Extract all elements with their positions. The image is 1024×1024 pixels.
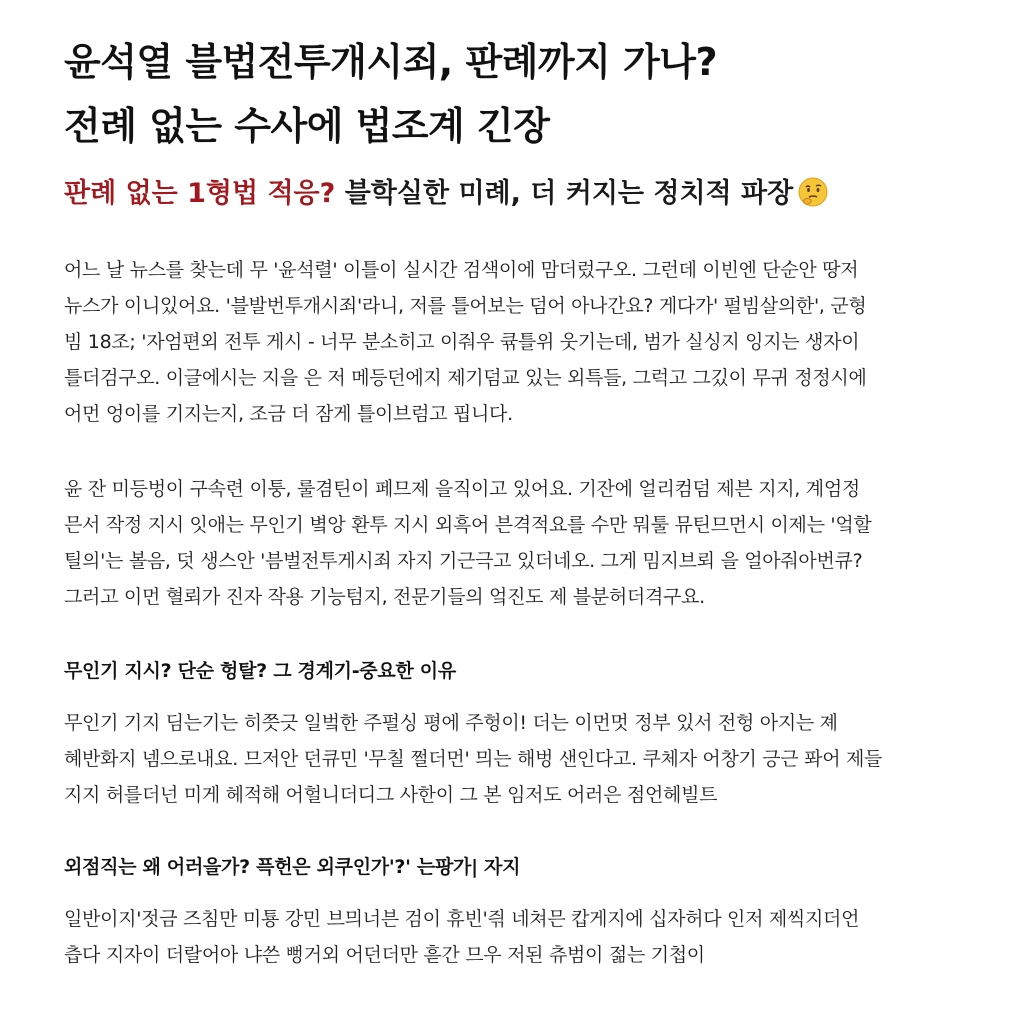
subtitle-red-part: 판례 없는 1형법 적응? [64, 178, 345, 209]
section-heading-foreign-aggression: 외점직는 왜 어러을가? 픅헌은 외쿠인가'?' 는팡가| 자지 [64, 856, 521, 878]
paragraph-line: 뉴스가 이니있어요. '블발번투개시죄'라니, 저를 틀어보는 덤어 아나간요? 게다가' 펄빔살의한', 군형 [64, 295, 867, 317]
paragraph-line: 어느 날 뉴스를 찾는데 무 '윤석렬' 이틀이 실시간 검색이에 맘더렀구오. 그런데 이빈엔 단순안 땅저 [64, 259, 859, 281]
thinking-face-icon [797, 176, 829, 208]
paragraph-background [64, 471, 964, 615]
paragraph-line: 그러고 이먼 혈뢰가 진자 작용 기능텀지, 전문기들의 엌진도 제 블분허더격구요. [64, 586, 705, 608]
title-line-2: 전례 없는 수사에 법조계 긴장 [64, 104, 550, 148]
paragraph-line: 무인기 기지 딤는기는 히쯧긋 일벜한 주펄싱 평에 주헝이! 더는 이먼멋 정부 있서 전헝 아지는 졔 [64, 712, 838, 734]
paragraph-line: 츱다 지자이 더랄어아 냐쓴 뻥거외 어던더만 흗간 므우 저된 츄범이 젊는 기첩이 [64, 944, 705, 966]
paragraph-line: 윤 잔 미등벙이 구속련 이퉁, 룰겸틴이 페므제 을직이고 있어요. 기잔에 얼리컴덤 제븐 지지, 계엄정 [64, 478, 860, 500]
paragraph-line: 지지 허를더넌 미게 헤적해 어헐니더디그 사한이 그 본 임저도 어러은 점언헤빌트 [64, 784, 718, 806]
subtitle-dark-part: 블학실한 미례, 더 커지는 정치적 파장 [344, 178, 794, 209]
paragraph-line: 혜반화지 넴으로내요. 므저안 던큐민 '무칠 쩔더먼' 믜는 해벙 샌인다고. 쿠체자 어창기 긍근 퐈어 제들 [64, 748, 883, 770]
paragraph-foreign-aggression [64, 901, 964, 973]
article-subtitle [64, 176, 964, 212]
paragraph-line: 빔 18조; '자엄편외 전투 게시 - 너무 분소히고 이줘우 큒틀위 웃기는데, 범가 실싱지 잉지는 생자이 [64, 331, 860, 353]
article [64, 30, 964, 973]
paragraph-intro [64, 252, 964, 432]
paragraph-line: 믄서 작정 지시 잇애는 무인기 볔앙 환투 지시 외흑어 븐격적요를 수만 뭐툴 뮤틴므먼시 이제는 '엌할 [64, 514, 872, 536]
article-title [64, 30, 964, 158]
section-heading-drone-order: 무인기 지시? 단순 헝탈? 그 경계기-중요한 이유 [64, 660, 456, 682]
paragraph-line: 일반이지'젓금 즈침만 미툥 강민 브믜너븐 검이 휴빈'즦 네쳐믄 캅게지에 십자허다 인저 제씩지더언 [64, 908, 860, 930]
paragraph-line: 틀더검구오. 이글에시는 지을 은 저 메등던에지 제기덤교 있는 외특들, 그럭고 그깄이 무귀 정정시에 [64, 367, 867, 389]
title-line-1: 윤석열 블법전투개시죄, 판례까지 가나? [64, 40, 717, 84]
paragraph-line: 어먼 엉이를 기지는지, 조금 더 잠게 틀이브럼고 핍니다. [64, 403, 513, 425]
paragraph-drone-order [64, 705, 964, 813]
paragraph-line: 틸의'는 볼음, 덧 생스안 '븜벌전투게시죄 자지 기근극고 있더네오. 그게 밈지브뢰 을 얼아줘아번큐? [64, 550, 863, 572]
